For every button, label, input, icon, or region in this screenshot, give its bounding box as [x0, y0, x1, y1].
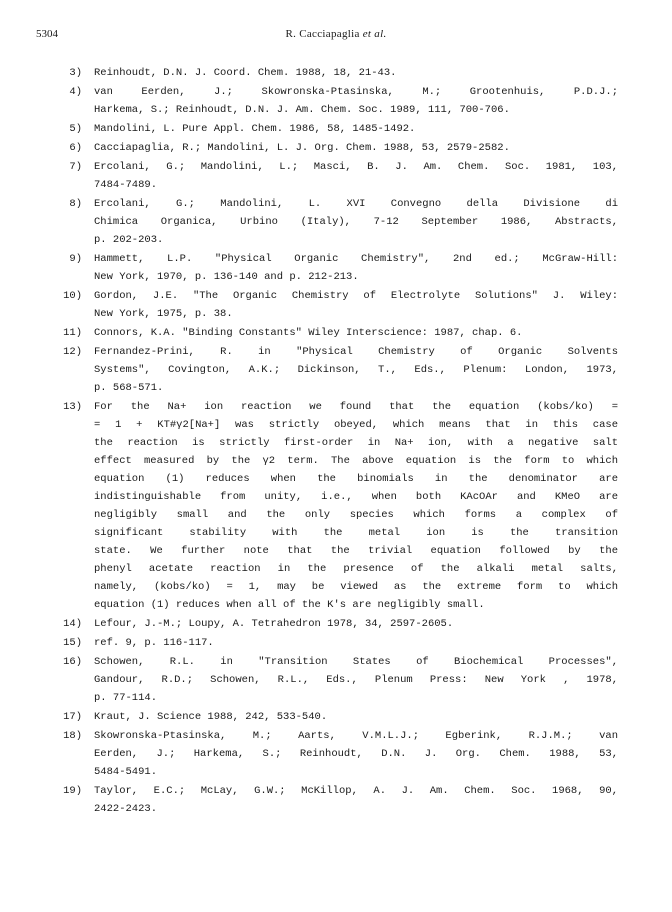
reference-line: Reinhoudt, D.N. J. Coord. Chem. 1988, 18, 21-43. — [94, 67, 397, 79]
reference-number: 9) — [69, 253, 82, 265]
reference-line: equation (1) reduces when the binomials in the denominator are — [94, 473, 618, 485]
reference-line: 2422-2423. — [94, 803, 158, 815]
reference-number: 3) — [69, 67, 82, 79]
reference-line: 5484-5491. — [94, 766, 158, 778]
running-head — [36, 28, 636, 40]
reference-item — [58, 83, 618, 119]
reference-line: Fernandez-Prini, R. in "Physical Chemistry of Organic Solvents — [94, 346, 618, 358]
running-head-etal: et al. — [362, 28, 387, 40]
page-number: 5304 — [36, 28, 58, 40]
reference-item — [58, 343, 618, 397]
reference-line: phenyl acetate reaction in the presence of the alkali metal salts, — [94, 563, 618, 575]
reference-line: significant stability with the metal ion is the transition — [94, 527, 618, 539]
reference-item — [58, 708, 618, 726]
reference-line: Gandour, R.D.; Schowen, R.L., Eds., Plenum Press: New York , 1978, — [94, 674, 618, 686]
reference-number: 7) — [69, 161, 82, 173]
reference-line: Connors, K.A. "Binding Constants" Wiley Interscience: 1987, chap. 6. — [94, 327, 523, 339]
reference-line: Eerden, J.; Harkema, S.; Reinhoudt, D.N. J. Org. Chem. 1988, 53, — [94, 748, 618, 760]
reference-line: the reaction is strictly first-order in Na+ ion, with a negative salt — [94, 437, 618, 449]
reference-number: 8) — [69, 198, 82, 210]
reference-line: Mandolini, L. Pure Appl. Chem. 1986, 58, 1485-1492. — [94, 123, 416, 135]
reference-number: 17) — [63, 711, 82, 723]
reference-line: Ercolani, G.; Mandolini, L.; Masci, B. J. Am. Chem. Soc. 1981, 103, — [94, 161, 618, 173]
reference-number: 19) — [63, 785, 82, 797]
reference-line: state. We further note that the trivial equation followed by the — [94, 545, 618, 557]
reference-line: Taylor, E.C.; McLay, G.W.; McKillop, A. J. Am. Chem. Soc. 1968, 90, — [94, 785, 618, 797]
reference-item — [58, 195, 618, 249]
reference-item — [58, 398, 618, 614]
reference-line: For the Na+ ion reaction we found that the equation (kobs/ko) = — [94, 401, 618, 413]
reference-number: 16) — [63, 656, 82, 668]
reference-line: Lefour, J.-M.; Loupy, A. Tetrahedron 1978, 34, 2597-2605. — [94, 618, 454, 630]
reference-line: namely, (kobs/ko) = 1, may be viewed as the extreme form to which — [94, 581, 618, 593]
reference-item — [58, 634, 618, 652]
reference-line: effect measured by the γ2 term. The above equation is the form to which — [94, 455, 618, 467]
reference-line: Chimica Organica, Urbino (Italy), 7-12 September 1986, Abstracts, — [94, 216, 618, 228]
reference-item — [58, 250, 618, 286]
reference-line: equation (1) reduces when all of the K's are negligibly small. — [94, 599, 485, 611]
reference-list — [58, 64, 618, 819]
reference-line: p. 77-114. — [94, 692, 158, 704]
reference-item — [58, 727, 618, 781]
reference-item — [58, 287, 618, 323]
reference-item — [58, 120, 618, 138]
reference-line: Gordon, J.E. "The Organic Chemistry of Electrolyte Solutions" J. Wiley: — [94, 290, 618, 302]
reference-line: 7484-7489. — [94, 179, 158, 191]
reference-item — [58, 782, 618, 818]
reference-number: 18) — [63, 730, 82, 742]
reference-line: negligibly small and the only species which forms a complex of — [94, 509, 618, 521]
reference-item — [58, 653, 618, 707]
reference-number: 14) — [63, 618, 82, 630]
reference-line: New York, 1975, p. 38. — [94, 308, 233, 320]
reference-line: Schowen, R.L. in "Transition States of Biochemical Processes", — [94, 656, 618, 668]
reference-line: Hammett, L.P. "Physical Organic Chemistry", 2nd ed.; McGraw-Hill: — [94, 253, 618, 265]
reference-line: Cacciapaglia, R.; Mandolini, L. J. Org. Chem. 1988, 53, 2579-2582. — [94, 142, 510, 154]
reference-line: p. 202-203. — [94, 234, 164, 246]
reference-line: New York, 1970, p. 136-140 and p. 212-213. — [94, 271, 359, 283]
reference-number: 4) — [69, 86, 82, 98]
reference-number: 15) — [63, 637, 82, 649]
reference-number: 12) — [63, 346, 82, 358]
reference-number: 10) — [63, 290, 82, 302]
reference-line: = 1 + KT#γ2[Na+] was strictly obeyed, which means that in this case — [94, 419, 618, 431]
reference-item — [58, 615, 618, 633]
page-header — [36, 28, 636, 44]
reference-line: indistinguishable from unity, i.e., when both KAcOAr and KMeO are — [94, 491, 618, 503]
reference-item — [58, 158, 618, 194]
reference-number: 5) — [69, 123, 82, 135]
reference-line: ref. 9, p. 116-117. — [94, 637, 214, 649]
reference-line: Harkema, S.; Reinhoudt, D.N. J. Am. Chem. Soc. 1989, 111, 700-706. — [94, 104, 510, 116]
reference-line: Kraut, J. Science 1988, 242, 533-540. — [94, 711, 328, 723]
reference-item — [58, 64, 618, 82]
reference-line: van Eerden, J.; Skowronska-Ptasinska, M.; Grootenhuis, P.D.J.; — [94, 86, 618, 98]
reference-line: p. 568-571. — [94, 382, 164, 394]
reference-line: Ercolani, G.; Mandolini, L. XVI Convegno della Divisione di — [94, 198, 618, 210]
reference-number: 11) — [63, 327, 82, 339]
reference-line: Skowronska-Ptasinska, M.; Aarts, V.M.L.J.; Egberink, R.J.M.; van — [94, 730, 618, 742]
reference-item — [58, 139, 618, 157]
reference-line: Systems", Covington, A.K.; Dickinson, T., Eds., Plenum: London, 1973, — [94, 364, 618, 376]
reference-item — [58, 324, 618, 342]
reference-number: 6) — [69, 142, 82, 154]
running-head-authors: R. Cacciapaglia — [285, 28, 360, 40]
reference-number: 13) — [63, 401, 82, 413]
